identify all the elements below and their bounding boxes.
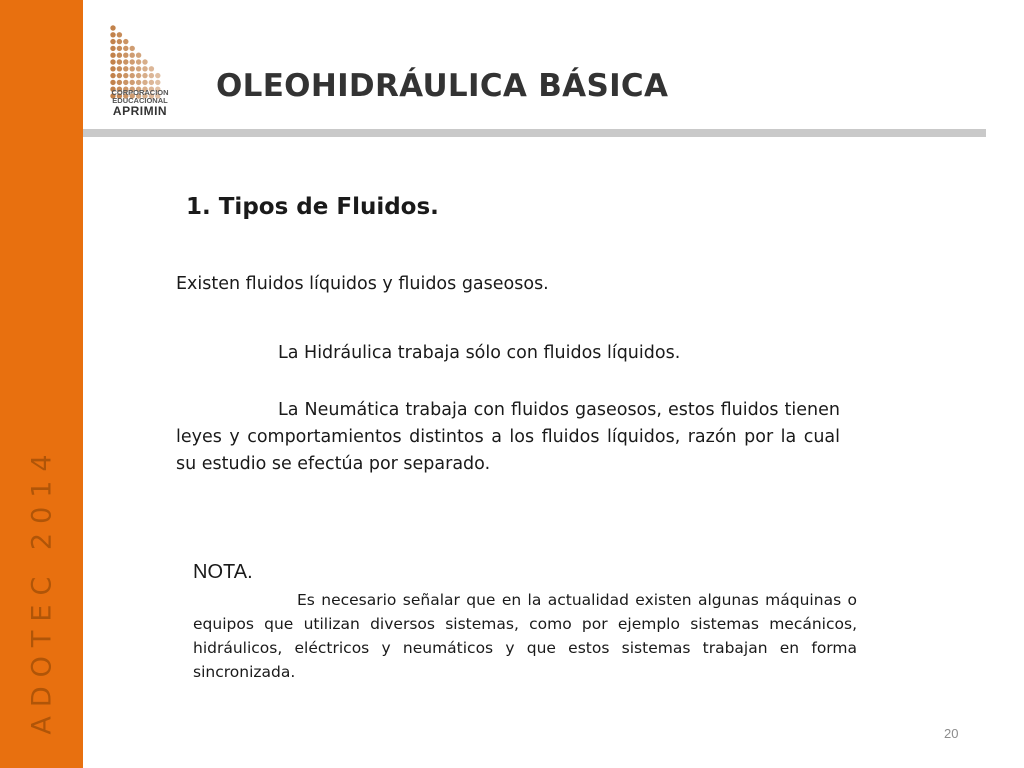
logo-dot xyxy=(110,66,115,71)
logo-dot xyxy=(136,80,141,85)
intro-paragraph: Existen fluidos líquidos y fluidos gaseosos. xyxy=(176,274,549,294)
logo-dot xyxy=(142,73,147,78)
logo-dot xyxy=(130,73,135,78)
logo-dot xyxy=(136,73,141,78)
logo-brand: APRIMIN xyxy=(112,104,168,118)
logo-dot xyxy=(117,66,122,71)
header-divider xyxy=(83,129,986,137)
logo-line-1: CORPORACION xyxy=(111,88,169,97)
logo-dot xyxy=(110,39,115,44)
logo-dot xyxy=(136,59,141,64)
logo-dot xyxy=(155,80,160,85)
logo-dot xyxy=(130,80,135,85)
logo-dot xyxy=(117,39,122,44)
neumatica-paragraph: La Neumática trabaja con fluidos gaseosos, estos fluidos tienen leyes y comportamientos distintos a los fluidos líquidos, razón por la cual su estudio se efectúa por separado. xyxy=(176,400,840,474)
logo-dot xyxy=(130,46,135,51)
logo-line-2: EDUCACIONAL xyxy=(112,96,168,105)
logo-dot xyxy=(110,46,115,51)
logo-dot xyxy=(149,73,154,78)
note-body: Es necesario señalar que en la actualidad existen algunas máquinas o equipos que utilizan diversos sistemas, como por ejemplo sistemas mecánicos, hidráulicos, eléctricos y neumáticos y que estos sistemas trabajan en forma sincronizada. xyxy=(193,591,857,681)
page-number: 20 xyxy=(944,726,959,741)
logo-dot xyxy=(142,66,147,71)
note-label: NOTA. xyxy=(193,561,253,583)
logo-dot xyxy=(123,46,128,51)
logo-dot xyxy=(130,59,135,64)
sidebar-vertical-text: ADOTEC 2014 xyxy=(26,445,58,735)
logo-dot xyxy=(117,53,122,58)
logo-dot xyxy=(136,53,141,58)
logo-dot xyxy=(149,80,154,85)
logo-dot xyxy=(136,66,141,71)
logo-dot xyxy=(142,59,147,64)
logo-dot xyxy=(123,73,128,78)
logo-dot xyxy=(117,73,122,78)
logo-dot xyxy=(123,39,128,44)
logo-dot xyxy=(142,80,147,85)
logo-dot xyxy=(110,59,115,64)
logo-dot xyxy=(117,46,122,51)
logo-dot xyxy=(123,59,128,64)
logo-dot xyxy=(149,66,154,71)
logo-dot xyxy=(110,73,115,78)
logo-dot xyxy=(110,32,115,37)
logo-dot xyxy=(130,53,135,58)
logo-dot xyxy=(130,66,135,71)
logo-dot xyxy=(155,73,160,78)
logo-dot xyxy=(117,59,122,64)
page-title: OLEOHIDRÁULICA BÁSICA xyxy=(216,68,669,104)
logo-dot xyxy=(123,53,128,58)
logo-dot xyxy=(123,66,128,71)
logo-dot xyxy=(110,25,115,30)
logo-dot xyxy=(117,80,122,85)
logo-dot xyxy=(110,53,115,58)
logo-dot xyxy=(123,80,128,85)
logo-dot xyxy=(117,32,122,37)
logo-dot xyxy=(110,80,115,85)
section-heading: 1. Tipos de Fluidos. xyxy=(186,194,439,220)
hidraulica-paragraph: La Hidráulica trabaja sólo con fluidos líquidos. xyxy=(278,343,681,363)
